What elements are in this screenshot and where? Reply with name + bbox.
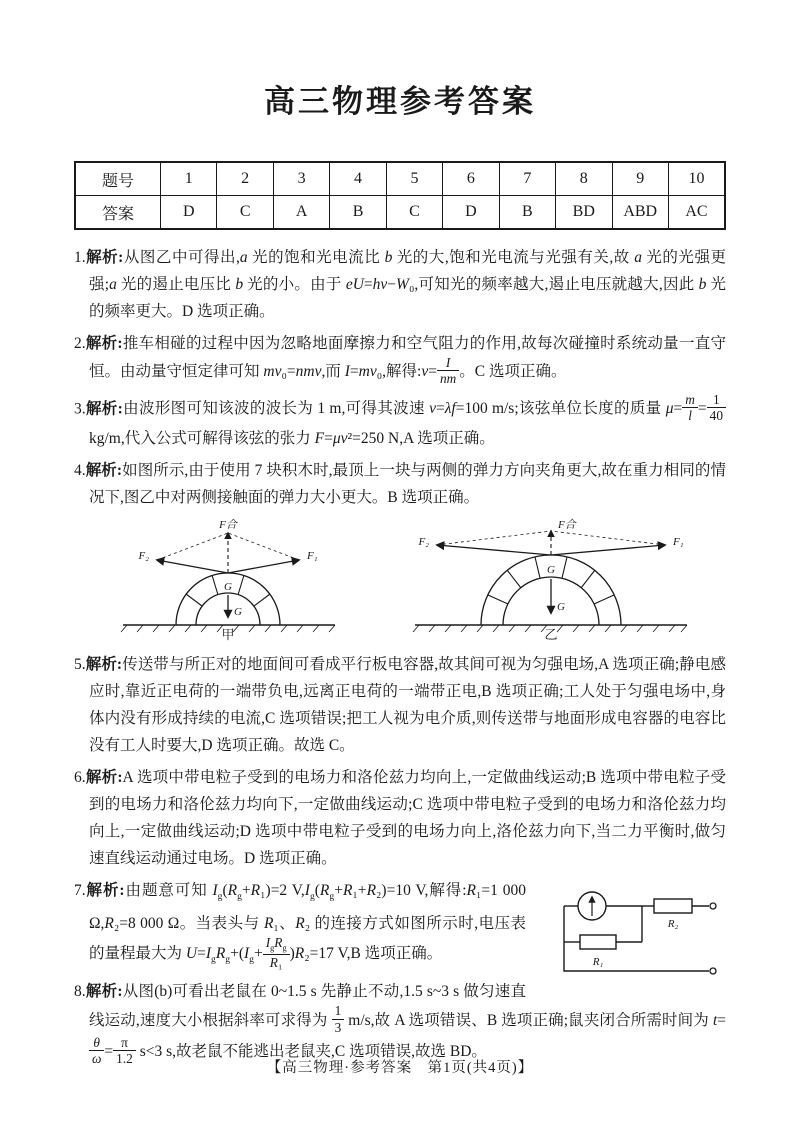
force-f1-arrow bbox=[551, 545, 665, 555]
explanation-8 bbox=[74, 978, 726, 1068]
jiexi-label: 解析: bbox=[85, 656, 123, 674]
page-footer: 【高三物理·参考答案 第1页(共4页)】 bbox=[266, 1060, 534, 1076]
question-number-cell: 9 bbox=[612, 162, 668, 196]
answer-cell: ABD bbox=[612, 196, 668, 230]
explanation-text: 由波形图可知该波的波长为 1 m,可得其波速 v=λf=100 m/s;该弦单位长度的质量 μ= $\frac{m}{l}$ = $\frac{1}{40}$ kg/m,代入公式可解得该弦的张力 F=μv²=250 N,A 选项正确。 bbox=[89, 400, 726, 447]
caption-jia: 甲 bbox=[221, 627, 235, 642]
jiexi-label: 解析: bbox=[85, 462, 123, 480]
page-title: 高三物理参考答案 bbox=[264, 84, 536, 119]
keystone-weight-label: G bbox=[547, 564, 555, 577]
answer-cell: B bbox=[499, 196, 555, 230]
explanation-text: 从图(b)可看出老鼠在 0~1.5 s 先静止不动,1.5 s~3 s 做匀速直线运动,速度大小根据斜率可求得为 $\frac{1}{3}$ m/s,故 A 选项错误、B 选项正确;鼠夹闭合所需时间为 t= $\frac{\theta}{\omega}$ = $\frac{\pi}{1.2}$ s<3 s,故老鼠不能逃出老鼠夹,C 选项错误,故选 BD。 bbox=[89, 983, 726, 1067]
gravity-label: G bbox=[234, 606, 242, 619]
jiexi-label: 解析: bbox=[85, 882, 125, 900]
item-number: 7. bbox=[74, 882, 86, 900]
item-number: 3. bbox=[74, 400, 86, 417]
answer-cell: C bbox=[217, 196, 273, 230]
explanation-2 bbox=[74, 330, 726, 389]
question-number-cell: 6 bbox=[443, 162, 499, 196]
item-number: 5. bbox=[74, 656, 86, 674]
keystone-weight-label: G bbox=[224, 581, 232, 594]
terminal-top bbox=[710, 903, 716, 909]
f2-label: F₂ bbox=[418, 536, 429, 549]
f1-label: F₁ bbox=[673, 536, 684, 549]
explanation-5 bbox=[74, 651, 726, 759]
explanation-3 bbox=[74, 391, 726, 453]
figure-circuit bbox=[540, 879, 726, 989]
jiexi-label: 解析: bbox=[85, 249, 124, 266]
answer-cell: AC bbox=[668, 196, 725, 230]
jiexi-label: 解析: bbox=[85, 769, 123, 787]
answer-row bbox=[75, 196, 725, 230]
caption-yi: 乙 bbox=[544, 627, 558, 642]
explanation-7 bbox=[74, 877, 726, 973]
jiexi-label: 解析: bbox=[85, 335, 123, 352]
r1-label: R₁ bbox=[592, 956, 604, 969]
f1-label: F₁ bbox=[307, 550, 318, 563]
question-number-row bbox=[75, 162, 725, 196]
resistor-r2 bbox=[654, 899, 692, 913]
explanation-1 bbox=[74, 244, 726, 325]
question-number-cell: 7 bbox=[499, 162, 555, 196]
answer-cell: D bbox=[443, 196, 499, 230]
answer-cell: A bbox=[273, 196, 329, 230]
question-number-cell: 3 bbox=[273, 162, 329, 196]
force-f2-arrow bbox=[437, 545, 551, 555]
answer-cell: D bbox=[161, 196, 217, 230]
question-number-cell: 4 bbox=[330, 162, 386, 196]
item-number: 4. bbox=[74, 462, 86, 480]
table-header-question-number: 题号 bbox=[75, 162, 161, 196]
explanation-6 bbox=[74, 764, 726, 872]
explanation-4 bbox=[74, 457, 726, 511]
explanation-text: 由题意可知 $I_g(R_g+R_1)=2$ $V,I_g(R_g+R_1+R_2)=10$ V,解得:R₁=1 000 Ω,R₂=8 000 Ω。当表头与 R₁、R₂ 的连接方式如图所示时,电压表的量程最大为 $U=I_gR_g+(I_g+$ $\frac{I_gR_g}{\text{R₁}}$ )R₂=17 V,B 选项正确。 bbox=[89, 882, 527, 970]
item-number: 6. bbox=[74, 769, 86, 787]
answer-cell: B bbox=[330, 196, 386, 230]
question-number-cell: 8 bbox=[556, 162, 612, 196]
item-number: 1. bbox=[74, 249, 86, 266]
explanation-text: 如图所示,由于使用 7 块积木时,最顶上一块与两侧的弹力方向夹角更大,故在重力相同的情况下,图乙中对两侧接触面的弹力大小更大。B 选项正确。 bbox=[89, 462, 726, 507]
answer-cell: C bbox=[386, 196, 442, 230]
gravity-label: G bbox=[557, 601, 565, 614]
terminal-bottom bbox=[710, 968, 716, 974]
f2-label: F₂ bbox=[138, 550, 149, 563]
figure-question-4 bbox=[74, 517, 726, 641]
item-number: 2. bbox=[74, 335, 86, 352]
resistor-r1 bbox=[580, 935, 616, 949]
question-number-cell: 5 bbox=[386, 162, 442, 196]
explanation-text: A 选项中带电粒子受到的电场力和洛伦兹力均向上,一定做曲线运动;B 选项中带电粒子受到的电场力和洛伦兹力均向下,一定做曲线运动;C 选项中带电粒子受到的电场力和洛伦兹力均向上,一定做曲线运动;D 选项中带电粒子受到的电场力向上,洛伦兹力向下,当二力平衡时,做匀速直线运动通过电场。D 选项正确。 bbox=[89, 769, 726, 868]
explanations-section bbox=[0, 230, 800, 1068]
resultant-force-label: F合 bbox=[558, 519, 576, 532]
resultant-force-label: F合 bbox=[219, 519, 237, 532]
answer-table bbox=[74, 161, 726, 230]
jiexi-label: 解析: bbox=[85, 983, 123, 1001]
explanation-text: 传送带与所正对的地面间可看成平行板电容器,故其间可视为匀强电场,A 选项正确;静电感应时,靠近正电荷的一端带负电,远离正电荷的一端带正电,B 选项正确;工人处于匀强电场中,身体内没有形成持续的电流,C 选项错误;把工人视为电介质,则传送带与地面形成电容器的电容比没有工人时要大,D 选项正确。故选 C。 bbox=[89, 656, 726, 755]
figure-arch-yi bbox=[395, 517, 707, 641]
question-number-cell: 10 bbox=[668, 162, 725, 196]
explanation-text: 从图乙中可得出,a 光的饱和光电流比 b 光的大,饱和光电流与光强有关,故 a 光的光强更强;a 光的遏止电压比 b 光的小。由于 eU=hν−W₀,可知光的频率越大,遏止电压就越大,因此 b 光的频率更大。D 选项正确。 bbox=[89, 249, 726, 320]
question-number-cell: 2 bbox=[217, 162, 273, 196]
item-number: 8. bbox=[74, 983, 86, 1001]
answer-cell: BD bbox=[556, 196, 612, 230]
force-f1-arrow bbox=[228, 560, 299, 573]
figure-arch-jia bbox=[93, 517, 365, 641]
question-number-cell: 1 bbox=[161, 162, 217, 196]
r2-label: R₂ bbox=[667, 918, 679, 931]
force-f2-arrow bbox=[157, 560, 228, 573]
table-header-answer: 答案 bbox=[75, 196, 161, 230]
jiexi-label: 解析: bbox=[85, 400, 123, 417]
explanation-text: 推车相碰的过程中因为忽略地面摩擦力和空气阻力的作用,故每次碰撞时系统动量一直守恒。由动量守恒定律可知 mv₀=nmv,而 I=mv₀,解得:v= $\frac{I}{nm}$ 。C 选项正确。 bbox=[89, 335, 726, 387]
